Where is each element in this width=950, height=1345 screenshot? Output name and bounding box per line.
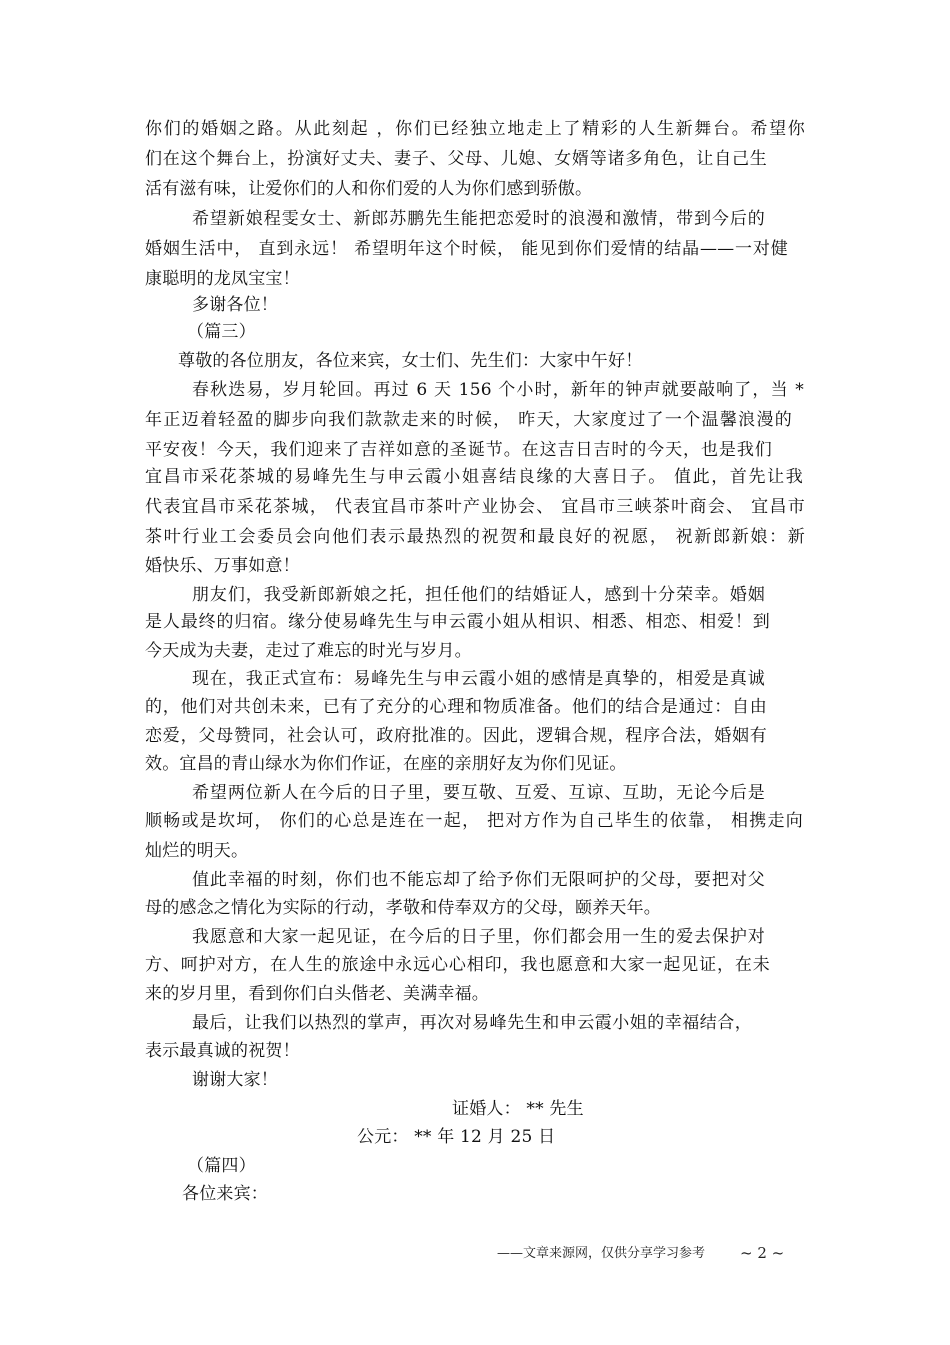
text-line: 灿烂的明天。 (145, 841, 249, 861)
text-line: 恋爱，父母赞同，社会认可，政府批准的。因此，逻辑合规，程序合法，婚姻有 (145, 726, 767, 746)
page-number: ~ 2 ~ (740, 1244, 785, 1262)
text-line: 康聪明的龙凤宝宝！ (145, 269, 300, 289)
text-line: 希望两位新人在今后的日子里，要互敬、互爱、互谅、互助，无论今后是 (192, 783, 765, 803)
text-line: 今天成为夫妻，走过了难忘的时光与岁月。 (145, 641, 472, 661)
footer-source-note: ——文章来源网，仅供分享学习参考 (497, 1246, 706, 1261)
signature-witness: 证婚人： ** 先生 (452, 1099, 584, 1119)
section-heading: （篇三） (187, 322, 256, 342)
text-line: 尊敬的各位朋友，各位来宾，女士们、先生们：大家中午好！ (178, 351, 643, 371)
text-line: 方、呵护对方，在人生的旅途中永远心心相印，我也愿意和大家一起见证，在未 (145, 955, 770, 975)
text-line: 顺畅或是坎坷， 你们的心总是连在一起， 把对方作为自己毕生的依靠， 相携走向 (145, 811, 803, 831)
text-line: 活有滋有味，让爱你们的人和你们爱的人为你们感到骄傲。 (145, 179, 593, 199)
text-line: 谢谢大家！ (192, 1070, 278, 1090)
text-line: 是人最终的归宿。缘分使易峰先生与申云霞小姐从相识、相悉、相恋、相爱！到 (145, 612, 770, 632)
text-line: 我愿意和大家一起见证，在今后的日子里，你们都会用一生的爱去保护对 (192, 927, 765, 947)
text-line: 茶叶行业工会委员会向他们表示最热烈的祝贺和最良好的祝愿， 祝新郎新娘：新 (145, 527, 805, 547)
text-line: 婚姻生活中， 直到永远！ 希望明年这个时候， 能见到你们爱情的结晶——一对健 (145, 239, 788, 259)
text-line: 们在这个舞台上，扮演好丈夫、妻子、父母、儿媳、女婿等诸多角色，让自己生 (145, 149, 767, 169)
text-line: 平安夜！今天，我们迎来了吉祥如意的圣诞节。在这吉日吉时的今天，也是我们 (145, 440, 772, 460)
text-line: 最后，让我们以热烈的掌声，再次对易峰先生和申云霞小姐的幸福结合， (192, 1013, 752, 1033)
text-line: 多谢各位！ (192, 295, 278, 315)
text-line: 希望新娘程雯女士、新郎苏鹏先生能把恋爱时的浪漫和激情，带到今后的 (192, 209, 765, 229)
text-line: 各位来宾： (182, 1184, 268, 1204)
text-line: 婚快乐、万事如意！ (145, 556, 300, 576)
text-line: 效。宜昌的青山绿水为你们作证，在座的亲朋好友为你们见证。 (145, 754, 627, 774)
text-line: 年正迈着轻盈的脚步向我们款款走来的时候， 昨天，大家度过了一个温馨浪漫的 (145, 410, 792, 430)
text-line: 母的感念之情化为实际的行动，孝敬和侍奉双方的父母，颐养天年。 (145, 898, 661, 918)
text-line: 你们的婚姻之路。从此刻起 ，你们已经独立地走上了精彩的人生新舞台。希望你 (145, 119, 805, 139)
text-line: 表示最真诚的祝贺！ (145, 1041, 300, 1061)
text-line: 的，他们对共创未来，已有了充分的心理和物质准备。他们的结合是通过：自由 (145, 697, 767, 717)
signature-date: 公元： ** 年 12 月 25 日 (357, 1127, 556, 1147)
text-line: 朋友们，我受新郎新娘之托，担任他们的结婚证人，感到十分荣幸。婚姻 (192, 585, 765, 605)
text-line: 来的岁月里，看到你们白头偕老、美满幸福。 (145, 984, 489, 1004)
text-line: 春秋迭易，岁月轮回。再过 6 天 156 个小时，新年的钟声就要敲响了，当 * (192, 380, 804, 400)
section-heading: （篇四） (187, 1156, 256, 1176)
text-line: 现在，我正式宣布：易峰先生与申云霞小姐的感情是真挚的，相爱是真诚 (192, 669, 765, 689)
text-line: 代表宜昌市采花茶城， 代表宜昌市茶叶产业协会、 宜昌市三峡茶叶商会、 宜昌市 (145, 497, 805, 517)
text-line: 值此幸福的时刻，你们也不能忘却了给予你们无限呵护的父母，要把对父 (192, 870, 765, 890)
text-line: 宜昌市采花茶城的易峰先生与申云霞小姐喜结良缘的大喜日子。 值此，首先让我 (145, 467, 803, 487)
